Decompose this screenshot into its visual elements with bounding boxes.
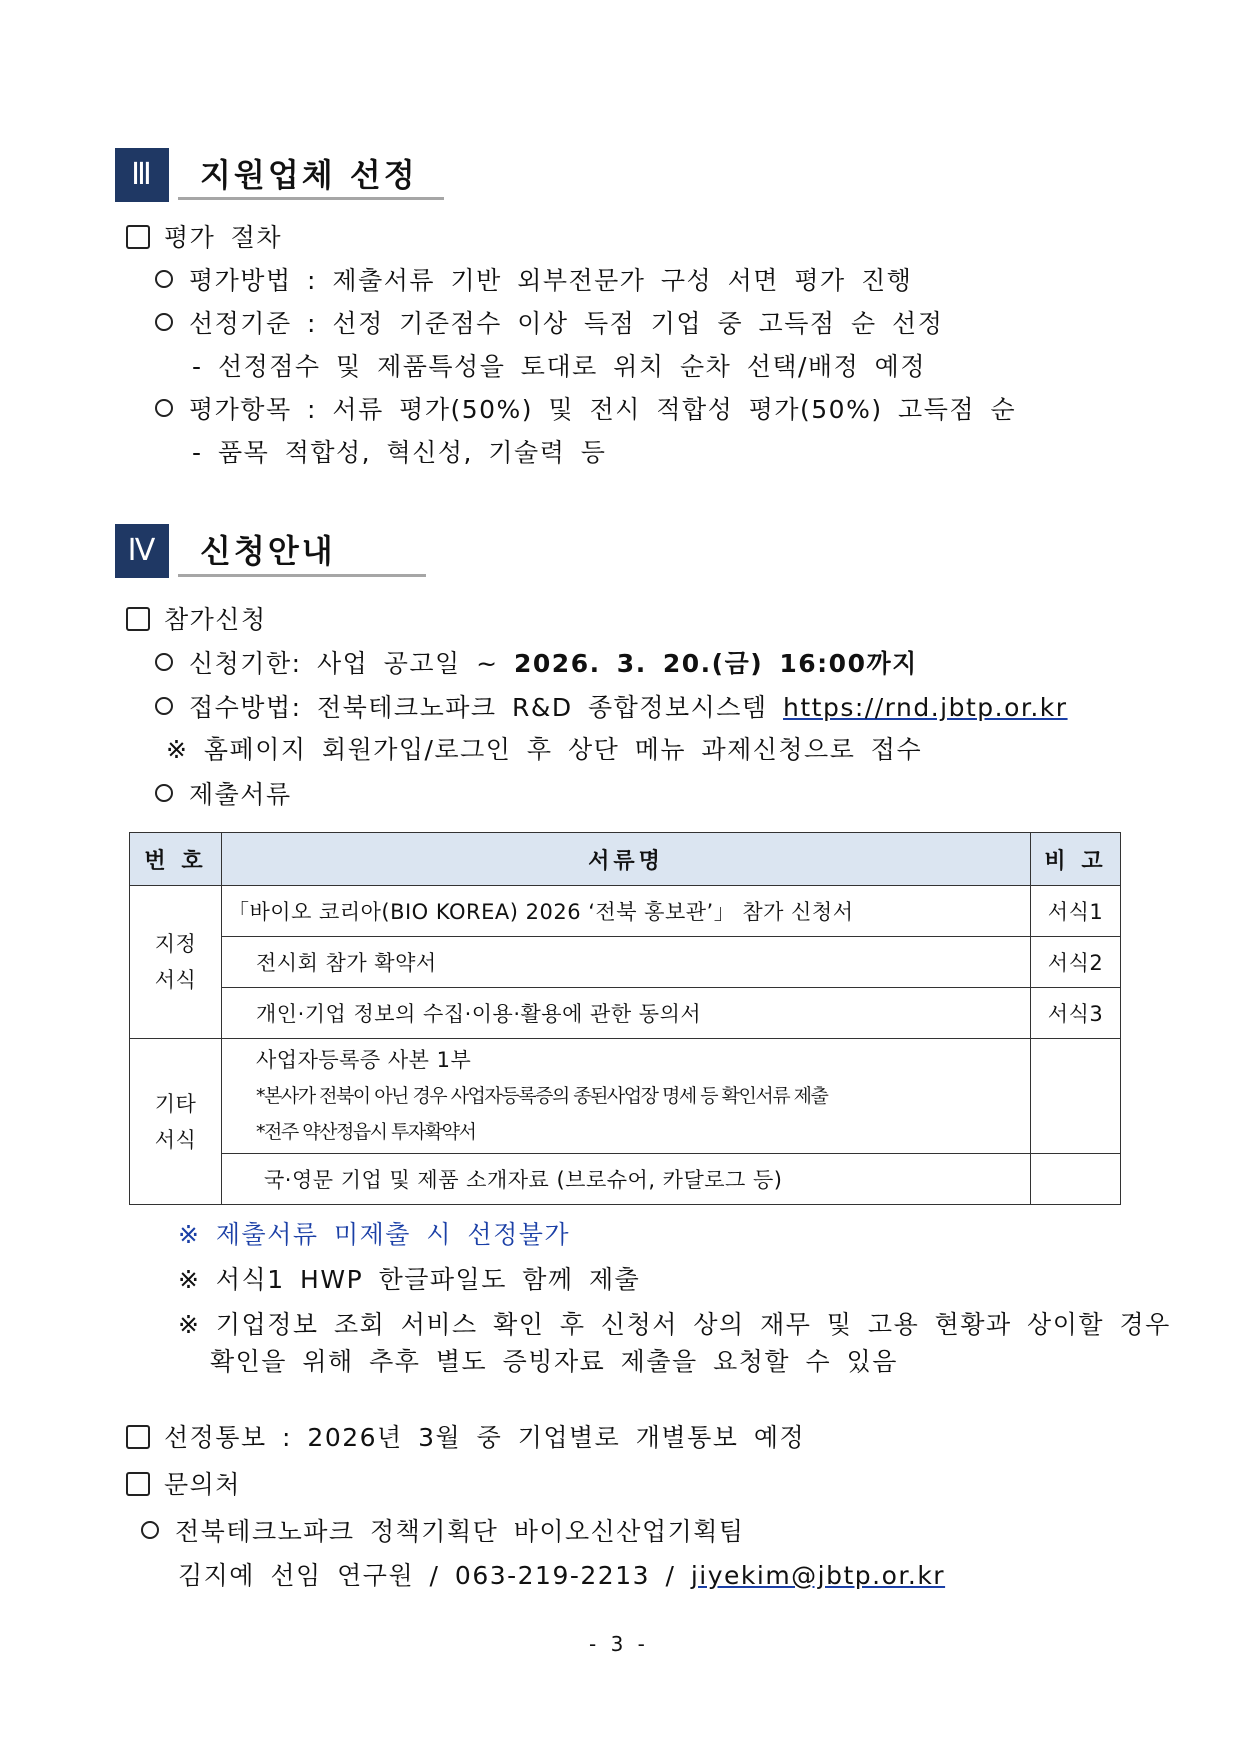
section-title-3: 지원업체 선정 [200, 156, 418, 194]
investment-pledge-note: *전주 약산정읍시 투자확약서 [256, 1121, 476, 1143]
section-title-4: 신청안내 [200, 532, 336, 570]
circle-bullet-icon [155, 697, 173, 715]
table-row [130, 886, 1121, 937]
circle-bullet-icon [155, 270, 173, 288]
notify-item: 선정통보 : 2026년 3월 중 기업별로 개별통보 예정 [126, 1418, 805, 1454]
other-form-category: 기타 서식 [130, 1039, 222, 1205]
circle-bullet-icon [155, 653, 173, 671]
table-row [130, 937, 1121, 988]
section-underline-4 [178, 574, 426, 577]
designated-form-category: 지정 서식 [130, 886, 222, 1039]
page-number: - 3 - [589, 1632, 649, 1656]
contact-person: 김지예 선임 연구원 / 063-219-2213 / jiyekim@jbtp.or.kr [178, 1561, 946, 1590]
method-item: 접수방법: 전북테크노파크 R&D 종합정보시스템 https://rnd.jbtp.or.kr [155, 688, 1068, 724]
note-hwp-file: ※ 서식1 HWP 한글파일도 함께 제출 [178, 1265, 641, 1294]
business-registration-note: *본사가 전북이 아닌 경우 사업자등록증의 종된사업장 명세 등 확인서류 제출 [256, 1085, 828, 1107]
document-name [222, 1039, 1031, 1154]
selection-sub-item: - 선정점수 및 제품특성을 토대로 위치 순차 선택/배정 예정 [192, 352, 926, 381]
document-note: 서식2 [1031, 937, 1121, 988]
rnd-system-link[interactable]: https://rnd.jbtp.or.kr [783, 693, 1068, 722]
document-note: 서식1 [1031, 886, 1121, 937]
deadline-item: 신청기한: 사업 공고일 ~ 2026. 3. 20.(금) 16:00까지 [155, 644, 918, 680]
header-number: 번 호 [130, 833, 222, 886]
table-row [130, 1154, 1121, 1205]
document-name: 국·영문 기업 및 제품 소개자료 (브로슈어, 카달로그 등) [222, 1154, 1031, 1205]
document-name: 전시회 참가 확약서 [222, 937, 1031, 988]
contact-org: 전북테크노파크 정책기획단 바이오신산업기획팀 [141, 1512, 745, 1548]
document-name: 「바이오 코리아(BIO KOREA) 2026 ‘전북 홍보관’」 참가 신청서 [222, 886, 1031, 937]
header-document-name: 서류명 [222, 833, 1031, 886]
circle-bullet-icon [155, 399, 173, 417]
contact-email-link[interactable]: jiyekim@jbtp.or.kr [690, 1561, 946, 1590]
eval-heading: 평가 절차 [126, 218, 282, 254]
section-number-3: Ⅲ [115, 148, 169, 202]
document-note: 서식3 [1031, 988, 1121, 1039]
checkbox-icon [126, 1472, 150, 1496]
apply-heading: 참가신청 [126, 600, 267, 636]
circle-bullet-icon [141, 1521, 159, 1539]
checkbox-icon [126, 225, 150, 249]
eval-method-item: 평가방법 : 제출서류 기반 외부전문가 구성 서면 평가 진행 [155, 261, 912, 297]
document-note [1031, 1154, 1121, 1205]
circle-bullet-icon [155, 313, 173, 331]
checkbox-icon [126, 607, 150, 631]
eval-items-item: 평가항목 : 서류 평가(50%) 및 전시 적합성 평가(50%) 고득점 순 [155, 390, 1016, 426]
table-header-row [130, 833, 1121, 886]
table-row [130, 1039, 1121, 1154]
circle-bullet-icon [155, 784, 173, 802]
contact-heading: 문의처 [126, 1465, 241, 1501]
section-underline-3 [178, 197, 444, 200]
documents-table [129, 832, 1121, 1205]
document-note [1031, 1039, 1121, 1154]
method-note: ※ 홈페이지 회원가입/로그인 후 상단 메뉴 과제신청으로 접수 [166, 735, 923, 764]
header-note: 비 고 [1031, 833, 1121, 886]
note-required-docs: ※ 제출서류 미제출 시 선정불가 [178, 1220, 571, 1249]
note-company-info-cont: 확인을 위해 추후 별도 증빙자료 제출을 요청할 수 있음 [210, 1347, 898, 1376]
selection-criteria-item: 선정기준 : 선정 기준점수 이상 득점 기업 중 고득점 순 선정 [155, 304, 943, 340]
business-registration-line: 사업자등록증 사본 1부 [256, 1048, 472, 1072]
eval-items-sub-item: - 품목 적합성, 혁신성, 기술력 등 [192, 438, 607, 467]
table-row [130, 988, 1121, 1039]
checkbox-icon [126, 1425, 150, 1449]
docs-heading: 제출서류 [155, 775, 292, 811]
document-name: 개인·기업 정보의 수집·이용·활용에 관한 동의서 [222, 988, 1031, 1039]
note-company-info: ※ 기업정보 조회 서비스 확인 후 신청서 상의 재무 및 고용 현황과 상이할 경우 [178, 1310, 1171, 1339]
deadline-value: 2026. 3. 20.(금) 16:00까지 [514, 649, 918, 678]
section-number-4: Ⅳ [115, 524, 169, 578]
